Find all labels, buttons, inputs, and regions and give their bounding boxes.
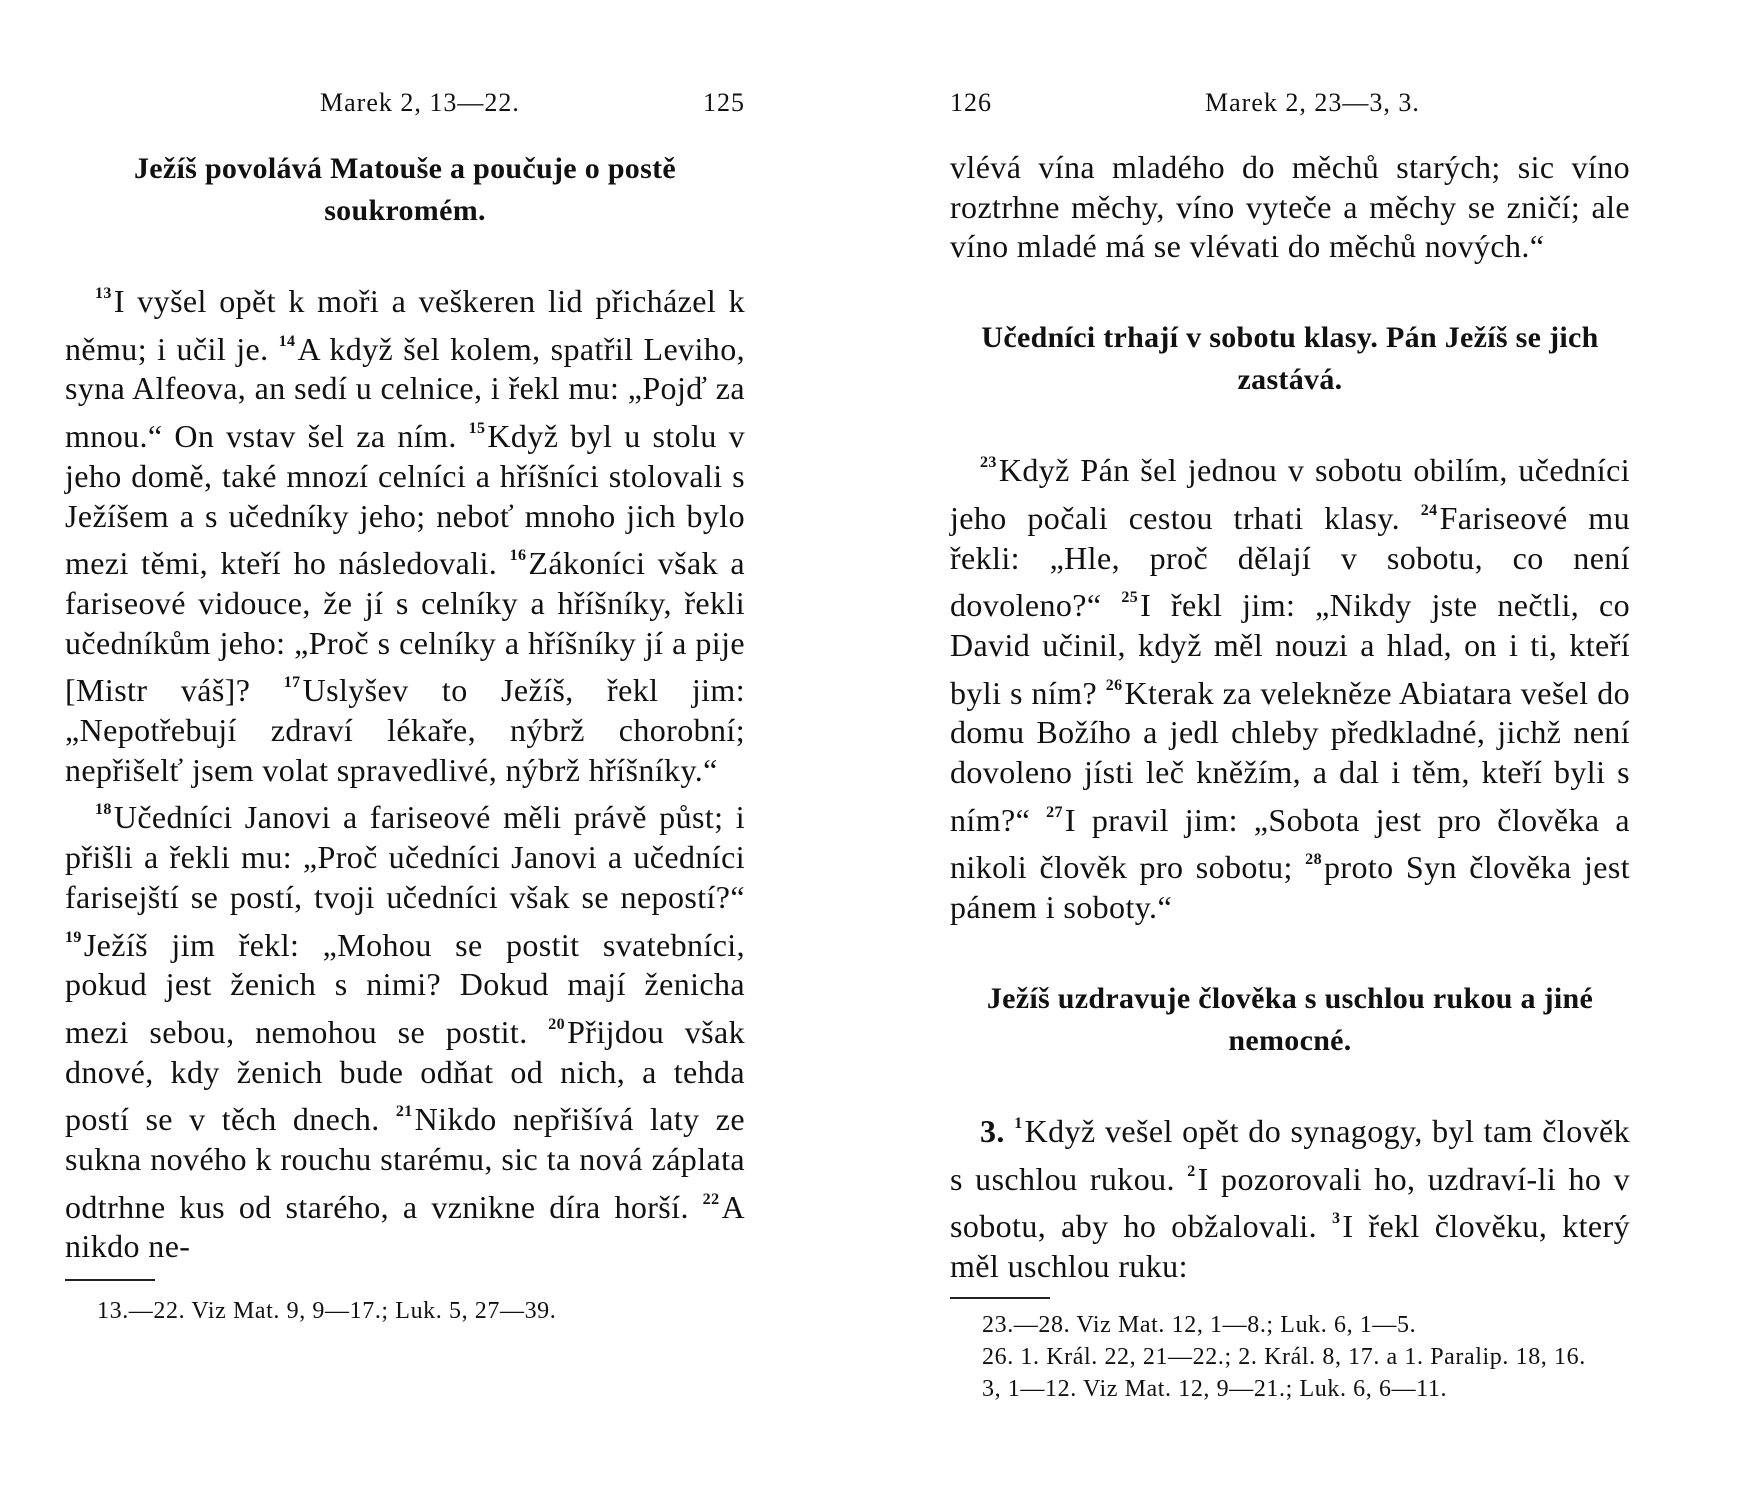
footnote-rule <box>65 1279 155 1281</box>
right-page <box>950 0 1630 1500</box>
verse-text: I pravil jim: „Sobota jest pro člověka a nikoli člověk pro sobotu; <box>950 801 1631 886</box>
left-page-header <box>65 88 745 124</box>
footnote: 13.—22. Viz Mat. 9, 9—17.; Luk. 5, 27—39. <box>97 1298 557 1325</box>
right-page-header <box>950 88 1630 124</box>
verse-number: 26 <box>1105 676 1123 694</box>
chapter-number: 3. <box>980 1112 1005 1149</box>
verse-number: 14 <box>278 332 296 350</box>
verse-text: Nikdo nepřišívá laty ze sukna nového k rouchu starému, sic ta nová záplata odtrhne kus od starého, a vznikne díra horší. <box>65 1101 745 1225</box>
verse-number: 24 <box>1420 501 1438 519</box>
verse-number: 18 <box>95 801 112 819</box>
verse-number: 22 <box>702 1190 720 1208</box>
verse-number: 16 <box>509 547 527 565</box>
verse-text: A nikdo ne- <box>65 1188 745 1265</box>
verse-text: proto Syn člověka jest pánem i soboty.“ <box>950 849 1630 926</box>
verse-number: 19 <box>65 928 82 946</box>
paragraph <box>950 443 1630 928</box>
verse-number: 17 <box>283 674 301 692</box>
section-heading: Ježíš uzdravuje člověka s uschlou rukou a jiné nemocné. <box>986 981 1594 1057</box>
verse-number: 2 <box>1187 1162 1196 1180</box>
verse-text: Učedníci Janovi a fariseové měli právě půst; i přišli a řekli mu: „Proč učedníci Janovi a učedníci farisejští se postí, tvoji učedníci však se nepostí?“ <box>65 799 745 915</box>
page-number: 125 <box>703 88 745 117</box>
verse-text: Kterak za velekněze Abiatara vešel do domu Božího a jedl chleby předkladné, jichž není dovoleno jísti leč kněžím, a dal i těm, kteří byli s ním?“ <box>950 674 1630 838</box>
verse-number: 13 <box>95 285 112 302</box>
verse-text: I pozorovali ho, uzdraví-li ho v sobotu, aby ho obžalovali. <box>950 1160 1630 1245</box>
verse-number: 20 <box>548 1015 566 1033</box>
verse-text: Přijdou však dnové, kdy ženich bude odňat od nich, a tehda postí se v těch dnech. <box>65 1013 745 1138</box>
verse-number: 21 <box>395 1103 413 1121</box>
verse-text: Fariseové mu řekli: „Hle, proč dělají v sobotu, co není dovoleno?“ <box>950 499 1630 624</box>
paragraph <box>65 790 745 1267</box>
verse-number: 1 <box>1014 1114 1023 1132</box>
verse-text: I vyšel opět k moři a veškeren lid přicházel k němu; i učil je. <box>65 283 745 367</box>
footnote: 23.—28. Viz Mat. 12, 1—8.; Luk. 6, 1—5. <box>982 1311 1417 1338</box>
left-page <box>65 0 745 1500</box>
verse-number: 28 <box>1305 851 1322 869</box>
verse-text: I řekl jim: „Nikdy jste nečtli, co David učinil, když měl nouzi a hlad, on i ti, kteří byli s ním? <box>950 587 1630 711</box>
verse-number: 25 <box>1121 589 1139 607</box>
page-number: 126 <box>950 88 992 117</box>
right-page-body <box>950 148 1630 1405</box>
verse-text: Uslyšev to Ježíš, řekl jim: „Nepotřebují zdraví lékaře, nýbrž chorobní; nepřišelť jsem volat spravedlivé, nýbrž hříšníky.“ <box>65 672 745 788</box>
running-head: Marek 2, 23—3, 3. <box>1205 88 1420 117</box>
verse-text: Když vešel opět do synagogy, byl tam člověk s uschlou rukou. <box>950 1112 1630 1197</box>
verse-text: I řekl člověku, který měl uschlou ruku: <box>950 1208 1630 1284</box>
footnote: 3, 1—12. Viz Mat. 12, 9—21.; Luk. 6, 6—11. <box>982 1375 1448 1402</box>
paragraph <box>950 1104 1630 1287</box>
left-page-body <box>65 148 745 1327</box>
paragraph: vlévá vína mladého do měchů starých; sic víno roztrhne měchy, víno vyteče a měchy se zničí; ale víno mladé má se vlévati do měchů nových.“ <box>950 149 1630 265</box>
footnote: 26. 1. Král. 22, 21—22.; 2. Král. 8, 17. a 1. Paralip. 18, 16. <box>982 1343 1586 1370</box>
section-heading: Učedníci trhají v sobotu klasy. Pán Ježíš se jich zastává. <box>981 321 1599 397</box>
footnote-rule <box>950 1297 1050 1299</box>
verse-number: 3 <box>1331 1210 1341 1228</box>
verse-number: 27 <box>1046 803 1063 821</box>
verse-text: A když šel kolem, spatřil Leviho, syna Alfeova, an sedí u celnice, i řekl mu: „Pojď za mnou.“ On vstav šel za ním. <box>65 330 745 455</box>
verse-number: 23 <box>980 454 997 472</box>
section-heading: Ježíš povolává Matouše a poučuje o postě soukromém. <box>134 152 676 227</box>
verse-text: Zákoníci však a fariseové vidouce, že jí s celníky a hříšníky, řekli učedníkům jeho: „Proč s celníky a hříšníky jí a pije [Mistr váš]? <box>65 545 746 709</box>
running-head: Marek 2, 13—22. <box>320 88 520 117</box>
verse-text: Ježíš jim řekl: „Mohou se postit svatebníci, pokud jest ženich s nimi? Dokud mají ženicha mezi sebou, nemohou se postit. <box>65 926 745 1050</box>
paragraph <box>65 274 745 790</box>
verse-text: Když Pán šel jednou v sobotu obilím, učedníci jeho počali cestou trhati klasy. <box>950 452 1630 536</box>
verse-text: Když byl u stolu v jeho domě, také mnozí celníci a hříšníci stolovali s Ježíšem a s učedníky jeho; neboť mnoho jich bylo mezi těmi, kteří ho následovali. <box>65 418 746 582</box>
verse-number: 15 <box>468 420 486 438</box>
